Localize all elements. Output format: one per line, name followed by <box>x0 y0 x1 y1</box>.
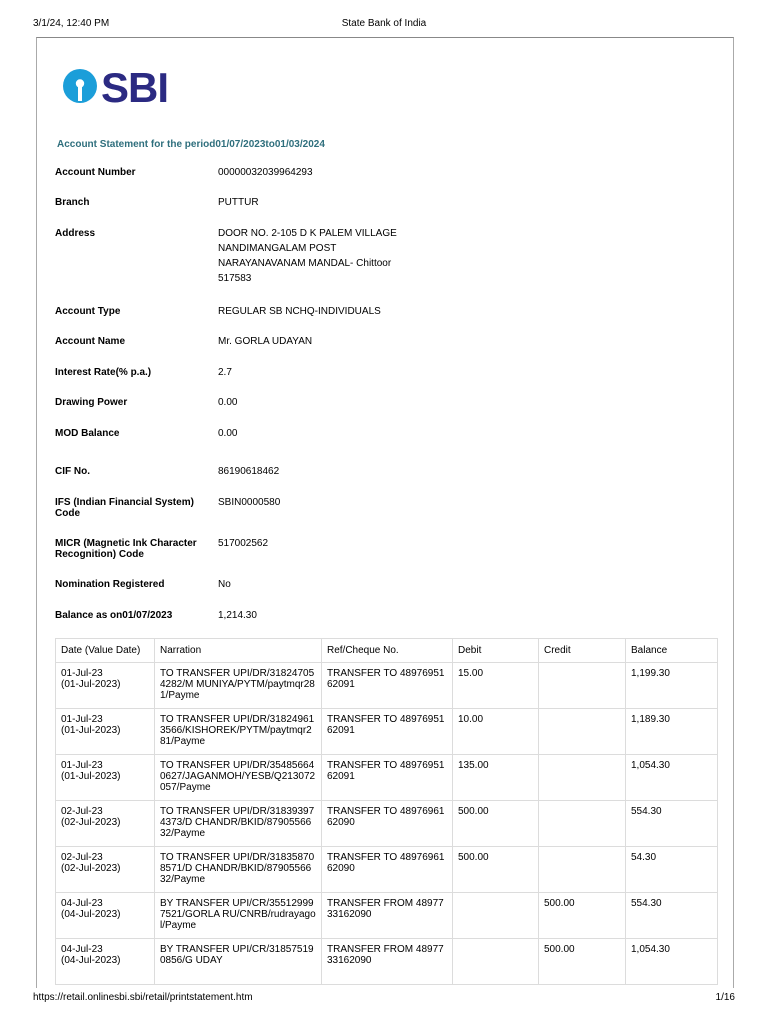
cell-balance: 1,189.30 <box>626 709 718 755</box>
value-date-text: (04-Jul-2023) <box>61 909 121 920</box>
field-value: SBIN0000580 <box>218 497 281 508</box>
field-value: 00000032039964293 <box>218 167 313 178</box>
field-label: Account Type <box>55 306 121 317</box>
cell-date <box>56 893 155 939</box>
field-label: MOD Balance <box>55 428 120 439</box>
table-row <box>56 847 718 893</box>
cell-ref: TRANSFER FROM 4897733162090 <box>322 893 453 939</box>
cell-balance: 554.30 <box>626 893 718 939</box>
cell-debit: 500.00 <box>453 801 539 847</box>
cell-debit <box>453 893 539 939</box>
cell-debit <box>453 939 539 985</box>
field-value: 0.00 <box>218 397 238 408</box>
field-value: 517002562 <box>218 538 269 549</box>
value-date-text: (04-Jul-2023) <box>61 955 121 966</box>
date-text: 04-Jul-23 <box>61 898 103 909</box>
table-row <box>56 893 718 939</box>
field-value: 1,214.30 <box>218 610 257 621</box>
field-label: Account Number <box>55 167 136 178</box>
cell-credit <box>539 755 626 801</box>
print-header <box>0 18 768 32</box>
field-value <box>218 226 397 286</box>
field-value: REGULAR SB NCHQ-INDIVIDUALS <box>218 306 381 317</box>
cell-balance: 1,054.30 <box>626 939 718 985</box>
date-text: 01-Jul-23 <box>61 668 103 679</box>
cell-date <box>56 755 155 801</box>
value-date-text: (01-Jul-2023) <box>61 725 121 736</box>
table-row <box>56 755 718 801</box>
print-datetime: 3/1/24, 12:40 PM <box>33 18 110 29</box>
cell-debit: 15.00 <box>453 663 539 709</box>
header-debit: Debit <box>453 639 539 663</box>
transactions-table <box>55 638 718 985</box>
field-label: Branch <box>55 197 90 208</box>
table-row <box>56 801 718 847</box>
field-label: Nomination Registered <box>55 579 165 590</box>
header-date: Date (Value Date) <box>56 639 155 663</box>
table-row <box>56 709 718 755</box>
table-row <box>56 663 718 709</box>
cell-debit: 135.00 <box>453 755 539 801</box>
cell-credit <box>539 801 626 847</box>
field-value: 2.7 <box>218 367 232 378</box>
field-label: Address <box>55 228 96 239</box>
header-balance: Balance <box>626 639 718 663</box>
field-label: IFS (Indian Financial System) Code <box>55 497 194 519</box>
cell-balance: 1,199.30 <box>626 663 718 709</box>
address-line: 517583 <box>218 273 252 284</box>
cell-ref: TRANSFER TO 4897695162091 <box>322 663 453 709</box>
cell-narration: BY TRANSFER UPI/CR/355129997521/GORLA RU/CNRB/rudrayagol/Payme <box>155 893 322 939</box>
statement-period-title: Account Statement for the period01/07/2023to01/03/2024 <box>57 139 325 150</box>
cell-narration: TO TRANSFER UPI/DR/318247054282/M MUNIYA/PYTM/paytmqr281/Payme <box>155 663 322 709</box>
cell-ref: TRANSFER TO 4897695162091 <box>322 709 453 755</box>
cell-narration: TO TRANSFER UPI/DR/318393974373/D CHANDR/BKID/8790556632/Payme <box>155 801 322 847</box>
field-label: Drawing Power <box>55 397 128 408</box>
address-line: NARAYANAVANAM MANDAL- Chittoor <box>218 258 392 269</box>
print-footer <box>0 992 768 1006</box>
date-text: 01-Jul-23 <box>61 760 103 771</box>
table-row <box>56 939 718 985</box>
cell-credit <box>539 663 626 709</box>
cell-narration: BY TRANSFER UPI/CR/318575190856/G UDAY <box>155 939 322 985</box>
cell-balance: 1,054.30 <box>626 755 718 801</box>
field-value: 0.00 <box>218 428 238 439</box>
field-value: 86190618462 <box>218 466 280 477</box>
cell-date <box>56 939 155 985</box>
cell-credit: 500.00 <box>539 939 626 985</box>
cell-ref: TRANSFER TO 4897696162090 <box>322 801 453 847</box>
cell-ref: TRANSFER TO 4897695162091 <box>322 755 453 801</box>
field-label: Account Name <box>55 336 126 347</box>
date-text: 04-Jul-23 <box>61 944 103 955</box>
statement-frame <box>36 37 734 988</box>
field-value: Mr. GORLA UDAYAN <box>218 336 313 347</box>
cell-narration: TO TRANSFER UPI/DR/318249613566/KISHOREK/PYTM/paytmqr281/Payme <box>155 709 322 755</box>
field-label: CIF No. <box>55 466 90 477</box>
field-label: MICR (Magnetic Ink Character Recognition) Code <box>55 538 197 560</box>
field-value: No <box>218 579 231 590</box>
date-text: 02-Jul-23 <box>61 806 103 817</box>
cell-date <box>56 663 155 709</box>
cell-credit: 500.00 <box>539 893 626 939</box>
cell-date <box>56 801 155 847</box>
value-date-text: (02-Jul-2023) <box>61 817 121 828</box>
cell-balance: 54.30 <box>626 847 718 893</box>
cell-date <box>56 847 155 893</box>
sbi-logo-icon <box>61 64 181 108</box>
field-label: Interest Rate(% p.a.) <box>55 367 152 378</box>
cell-balance: 554.30 <box>626 801 718 847</box>
value-date-text: (01-Jul-2023) <box>61 679 121 690</box>
table-header-row <box>56 639 718 663</box>
cell-credit <box>539 847 626 893</box>
value-date-text: (01-Jul-2023) <box>61 771 121 782</box>
date-text: 01-Jul-23 <box>61 714 103 725</box>
sbi-logo <box>61 64 181 108</box>
cell-ref: TRANSFER TO 4897696162090 <box>322 847 453 893</box>
cell-narration: TO TRANSFER UPI/DR/354856640627/JAGANMOH/YESB/Q213072057/Payme <box>155 755 322 801</box>
value-date-text: (02-Jul-2023) <box>61 863 121 874</box>
cell-credit <box>539 709 626 755</box>
address-line: DOOR NO. 2-105 D K PALEM VILLAGE <box>218 228 397 239</box>
cell-debit: 500.00 <box>453 847 539 893</box>
header-narration: Narration <box>155 639 322 663</box>
field-value: PUTTUR <box>218 197 259 208</box>
header-ref: Ref/Cheque No. <box>322 639 453 663</box>
print-page-title: State Bank of India <box>341 18 427 29</box>
cell-narration: TO TRANSFER UPI/DR/318358708571/D CHANDR/BKID/8790556632/Payme <box>155 847 322 893</box>
print-url: https://retail.onlinesbi.sbi/retail/printstatement.htm <box>33 992 253 1003</box>
field-label: Balance as on01/07/2023 <box>55 610 173 621</box>
date-text: 02-Jul-23 <box>61 852 103 863</box>
logo-wordmark: SBI <box>101 64 169 108</box>
cell-date <box>56 709 155 755</box>
header-credit: Credit <box>539 639 626 663</box>
address-line: NANDIMANGALAM POST <box>218 243 337 254</box>
cell-ref: TRANSFER FROM 4897733162090 <box>322 939 453 985</box>
print-page-number: 1/16 <box>715 992 735 1003</box>
cell-debit: 10.00 <box>453 709 539 755</box>
